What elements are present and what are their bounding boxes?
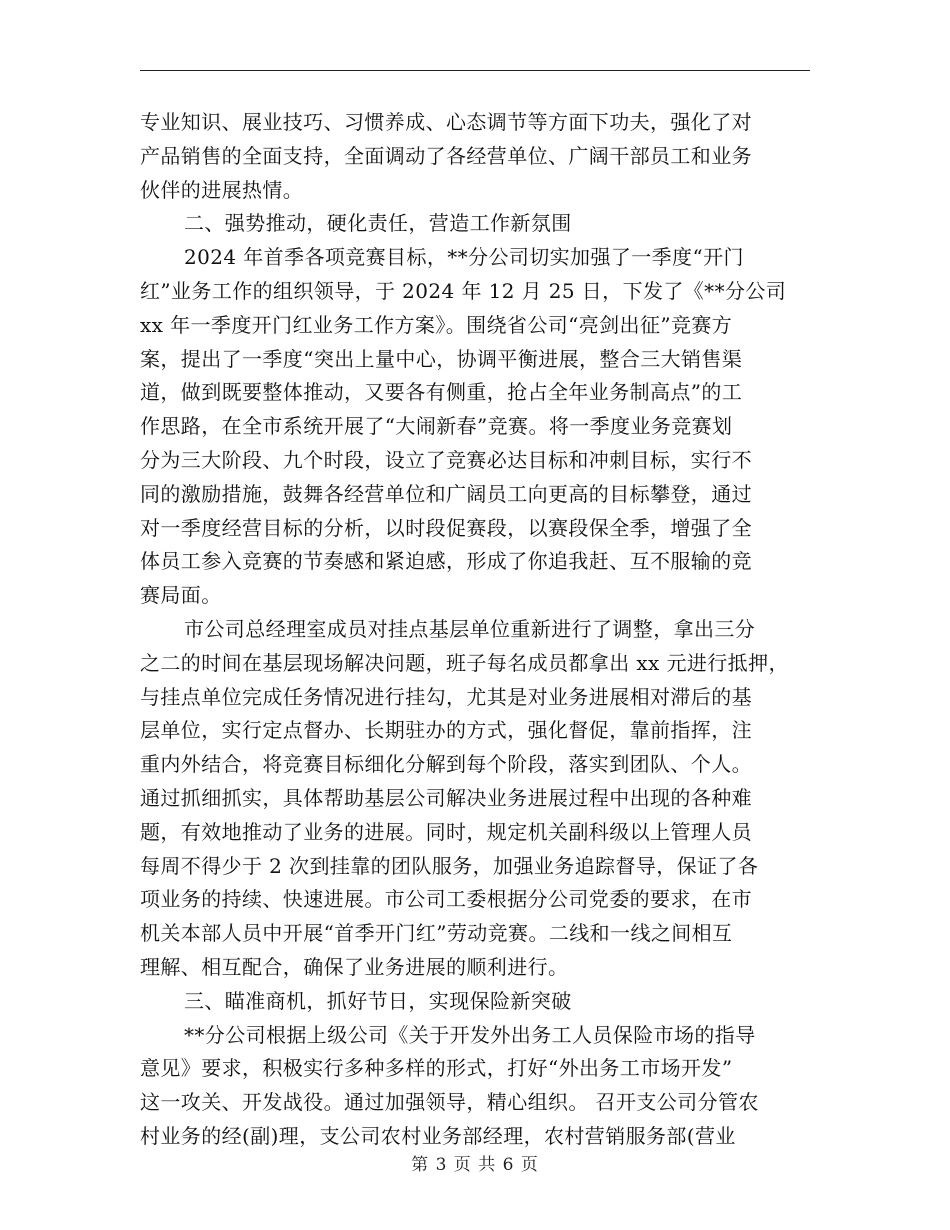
text-line: 重内外结合，将竞赛目标细化分解到每个阶段，落实到团队、个人。 [140, 752, 752, 777]
text-line: 市公司总经理室成员对挂点基层单位重新进行了调整，拿出三分 [184, 616, 756, 641]
text-line: 二、强势推动，硬化责任，营造工作新氛围 [184, 211, 572, 236]
text-line: 理解、相互配合，确保了业务进展的顺利进行。 [140, 954, 569, 979]
text-line: 题，有效地推动了业务的进展。同时，规定机关副科级以上管理人员 [140, 819, 752, 844]
text-line: 对一季度经营目标的分析，以时段促赛段，以赛段保全季，增强了全 [140, 515, 752, 540]
text-line: 这一攻关、开发战役。通过加强领导，精心组织。 召开支公司分管农 [140, 1090, 759, 1115]
text-line: 案，提出了一季度“突出上量中心，协调平衡进展，整合三大销售渠 [140, 346, 743, 371]
text-line: 伙伴的进展热情。 [140, 177, 304, 202]
text-line: 分为三大阶段、九个时段，设立了竞赛必达目标和冲刺目标，实行不 [140, 447, 752, 472]
text-line: 体员工参入竞赛的节奏感和紧迫感，形成了你追我赶、互不服输的竞 [140, 549, 752, 574]
text-line: 每周不得少于 2 次到挂靠的团队服务，加强业务追踪督导，保证了各 [140, 853, 759, 878]
text-line: 之二的时间在基层现场解决问题，班子每名成员都拿出 xx 元进行抵押， [140, 650, 789, 675]
document-body [140, 106, 815, 1154]
text-line: 与挂点单位完成任务情况进行挂勾，尤其是对业务进展相对滞后的基 [140, 684, 752, 709]
text-line: 红”业务工作的组织领导，于 2024 年 12 月 25 日，下发了《**分公司 [140, 278, 787, 303]
text-line: 项业务的持续、快速进展。市公司工委根据分公司党委的要求，在市 [140, 887, 752, 912]
text-line: 作思路，在全市系统开展了“大闹新春”竞赛。将一季度业务竞赛划 [140, 414, 733, 439]
text-line: 产品销售的全面支持，全面调动了各经营单位、广阔干部员工和业务 [140, 143, 752, 168]
page-number: 第 3 页 共 6 页 [411, 1155, 539, 1175]
text-line: 赛局面。 [140, 583, 222, 608]
text-line: 专业知识、展业技巧、习惯养成、心态调节等方面下功夫，强化了对 [140, 110, 752, 134]
text-line: 同的激励措施，鼓舞各经营单位和广阔员工向更高的目标攀登，通过 [140, 481, 752, 506]
text-line: 三、瞄准商机，抓好节日，实现保险新突破 [184, 988, 572, 1013]
text-line: **分公司根据上级公司《关于开发外出务工人员保险市场的指导 [184, 1022, 756, 1047]
text-line: 机关本部人员中开展“首季开门红”劳动竞赛。二线和一线之间相互 [140, 921, 733, 946]
text-line: xx 年一季度开门红业务工作方案》。围绕省公司“亮剑出征”竞赛方 [140, 312, 733, 337]
text-line: 2024 年首季各项竞赛目标，**分公司切实加强了一季度“开门 [184, 245, 744, 270]
text-line: 村业务的经(副)理，支公司农村业务部经理，农村营销服务部(营业 [140, 1123, 736, 1148]
text-line: 意见》要求，积极实行多种多样的形式，打好“外出务工市场开发” [140, 1056, 733, 1081]
text-line: 层单位，实行定点督办、长期驻办的方式，强化督促，靠前指挥，注 [140, 718, 752, 743]
header-rule [140, 70, 810, 71]
text-line: 通过抓细抓实，具体帮助基层公司解决业务进展过程中出现的各种难 [140, 785, 752, 810]
text-line: 道，做到既要整体推动，又要各有侧重，抢占全年业务制高点”的工 [140, 380, 743, 405]
